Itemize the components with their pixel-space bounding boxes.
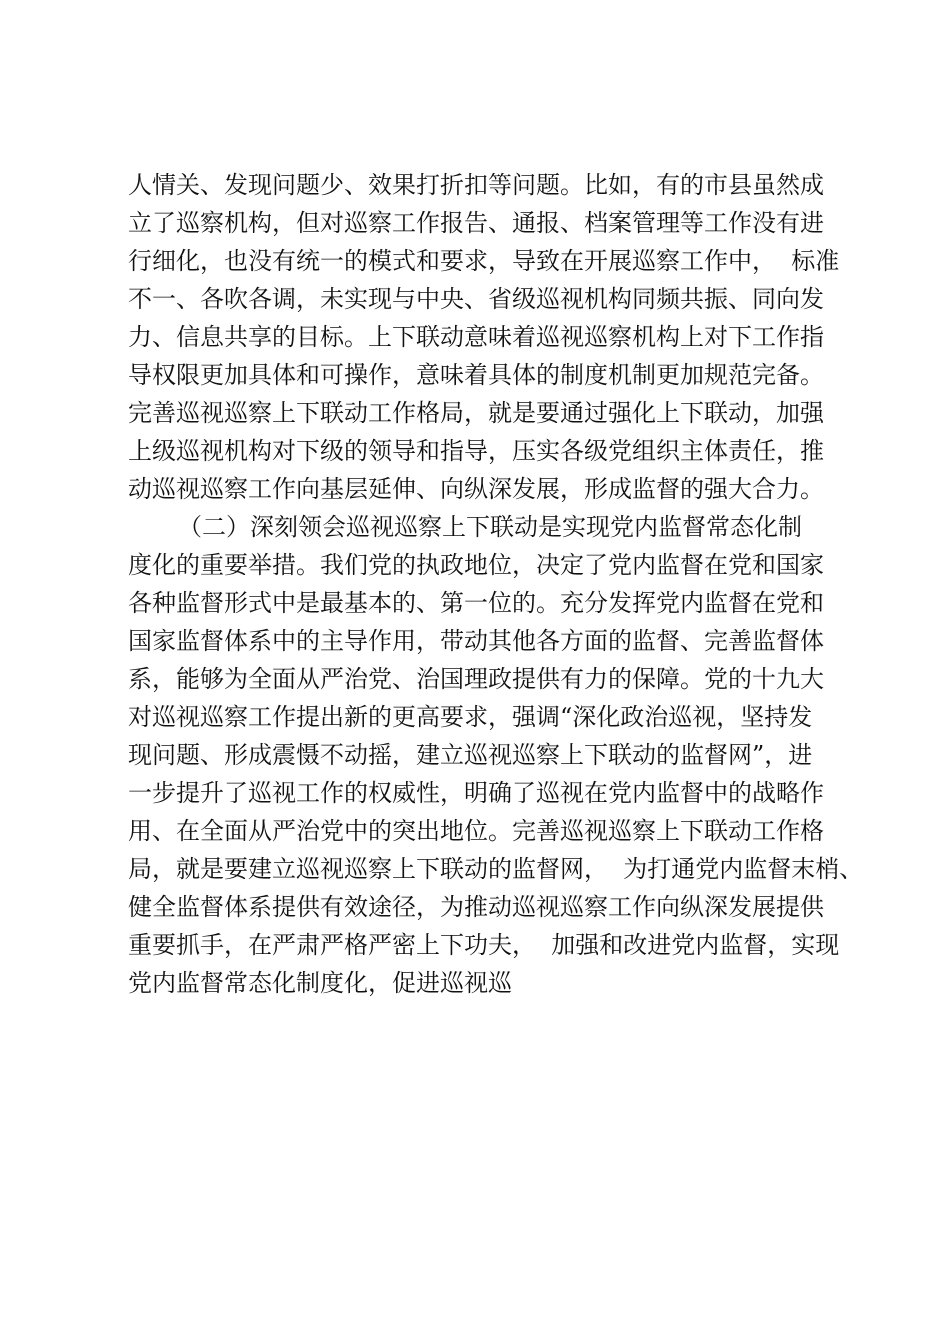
text-line-17: 一步提升了巡视工作的权威性，明确了巡视在党内监督中的战略作 bbox=[128, 779, 824, 807]
text-line-1: 人情关、发现问题少、效果打折扣等问题。比如，有的市县虽然成 bbox=[128, 171, 824, 199]
text-line-4: 不一、各吹各调，未实现与中央、省级巡视机构同频共振、同向发 bbox=[128, 285, 824, 313]
text-line-18: 用、在全面从严治党中的突出地位。完善巡视巡察上下联动工作格 bbox=[128, 817, 824, 845]
text-line-20: 健全监督体系提供有效途径，为推动巡视巡察工作向纵深发展提供 bbox=[128, 893, 824, 921]
text-line-6: 导权限更加具体和可操作，意味着具体的制度机制更加规范完备。 bbox=[128, 361, 824, 389]
section-heading-line: （二）深刻领会巡视巡察上下联动是实现党内监督常态化制 bbox=[178, 513, 802, 541]
text-line-9: 动巡视巡察工作向基层延伸、向纵深发展，形成监督的强大合力。 bbox=[128, 475, 824, 503]
text-line-7: 完善巡视巡察上下联动工作格局，就是要通过强化上下联动，加强 bbox=[128, 399, 824, 427]
document-body-text bbox=[128, 166, 868, 1002]
text-line-13: 国家监督体系中的主导作用，带动其他各方面的监督、完善监督体 bbox=[128, 627, 824, 655]
text-line-16: 现问题、形成震慑不动摇，建立巡视巡察上下联动的监督网”，进 bbox=[128, 741, 813, 769]
text-line-21: 重要抓手，在严肃严格严密上下功夫， 加强和改进党内监督，实现 bbox=[128, 931, 840, 959]
text-line-19: 局，就是要建立巡视巡察上下联动的监督网， 为打通党内监督末梢、 bbox=[128, 855, 864, 883]
text-line-8: 上级巡视机构对下级的领导和指导，压实各级党组织主体责任，推 bbox=[128, 437, 824, 465]
text-line-14: 系，能够为全面从严治党、治国理政提供有力的保障。党的十九大 bbox=[128, 665, 824, 693]
text-line-5: 力、信息共享的目标。上下联动意味着巡视巡察机构上对下工作指 bbox=[128, 323, 824, 351]
text-line-15: 对巡视巡察工作提出新的更高要求，强调“深化政治巡视，坚持发 bbox=[128, 703, 813, 731]
text-line-22: 党内监督常态化制度化，促进巡视巡 bbox=[128, 969, 512, 997]
text-line-11: 度化的重要举措。我们党的执政地位，决定了党内监督在党和国家 bbox=[128, 551, 824, 579]
text-line-2: 立了巡察机构，但对巡察工作报告、通报、档案管理等工作没有进 bbox=[128, 209, 824, 237]
text-line-3: 行细化，也没有统一的模式和要求，导致在开展巡察工作中， 标准 bbox=[128, 247, 840, 275]
text-line-12: 各种监督形式中是最基本的、第一位的。充分发挥党内监督在党和 bbox=[128, 589, 824, 617]
